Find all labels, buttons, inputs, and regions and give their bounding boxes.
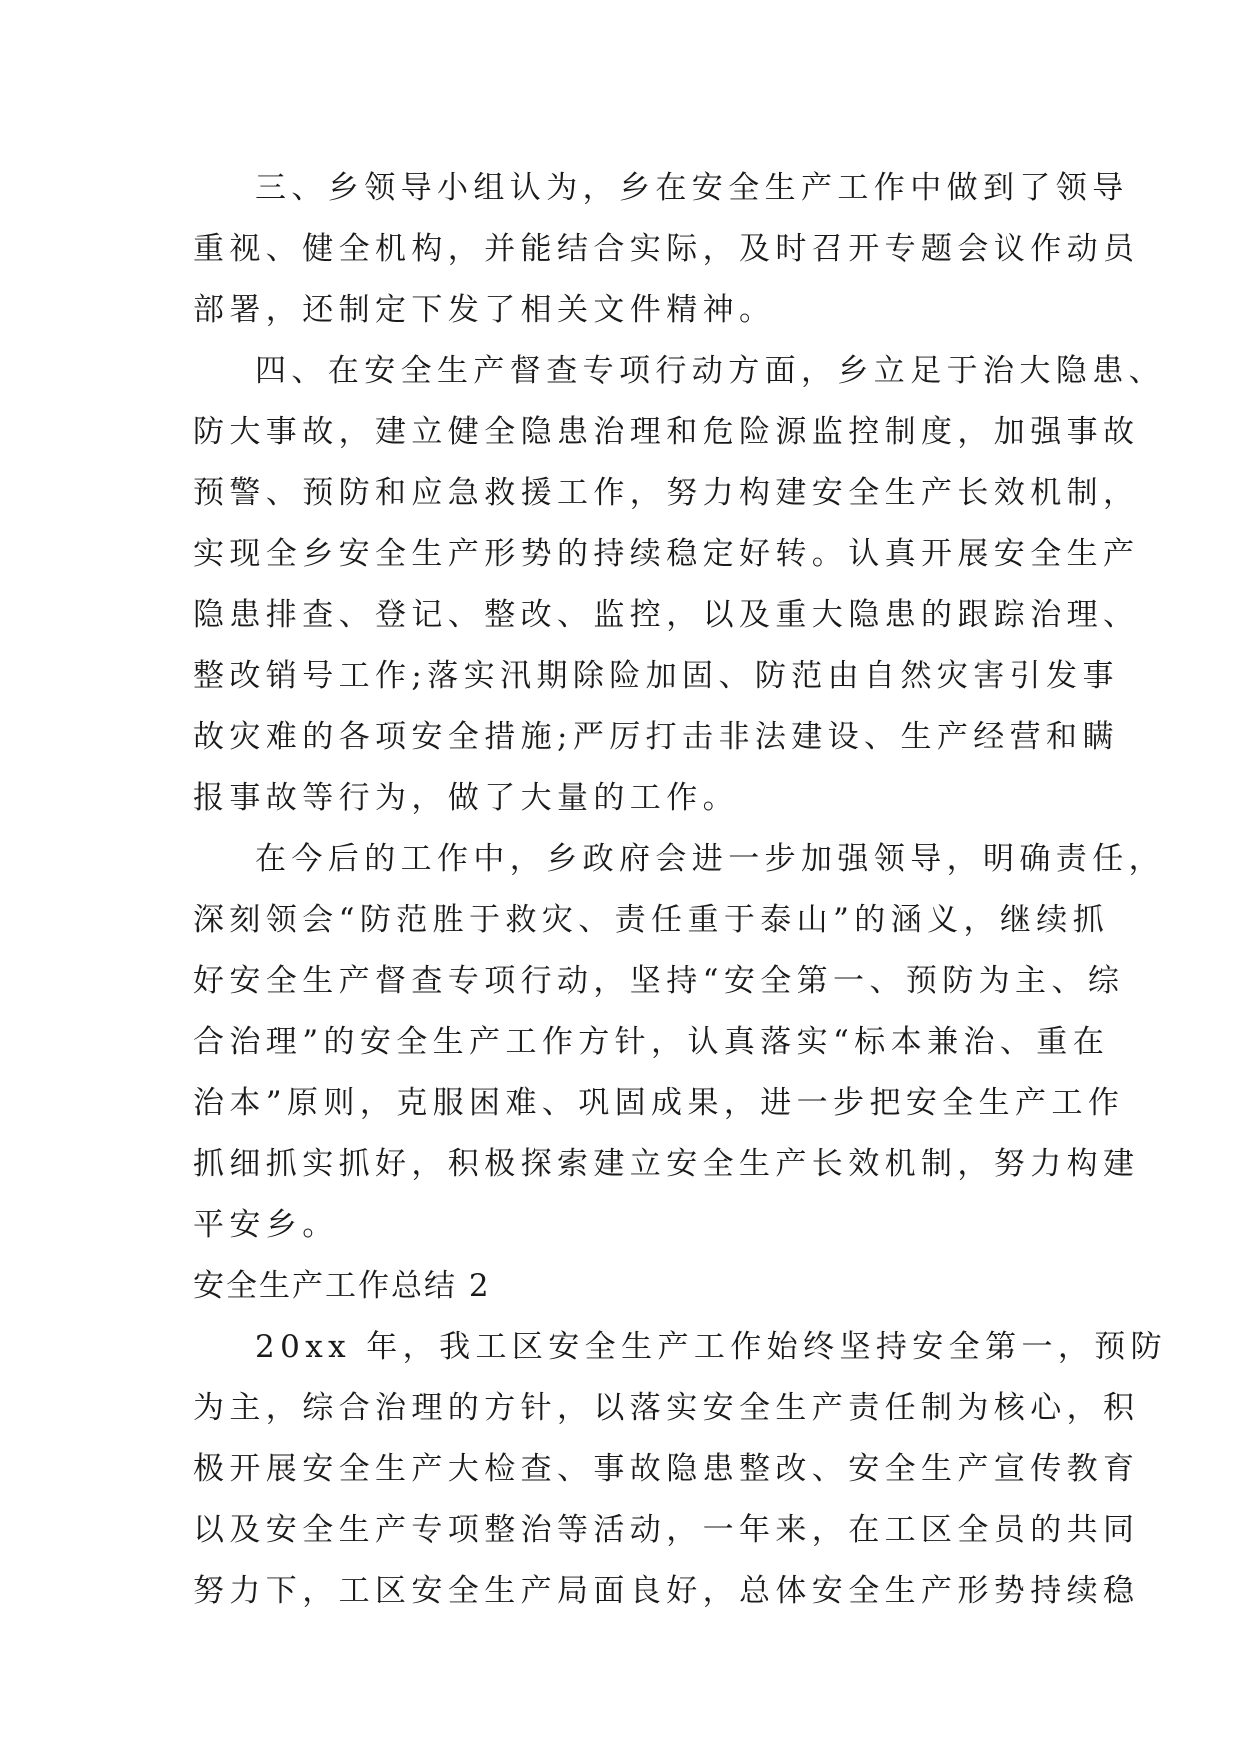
text-line: 以及安全生产专项整治等活动，一年来，在工区全员的共同 [193,1512,1140,1548]
text-line: 故灾难的各项安全措施;严厉打击非法建设、生产经营和瞒 [193,719,1119,755]
text-line: 部署，还制定下发了相关文件精神。 [193,292,776,328]
text-line: 平安乡。 [193,1207,339,1243]
text-line: 预警、预防和应急救援工作，努力构建安全生产长效机制， [193,475,1140,511]
text-line: 20xx 年，我工区安全生产工作始终坚持安全第一，预防 [255,1329,1168,1365]
text-line: 合治理”的安全生产工作方针，认真落实“标本兼治、重在 [193,1024,1110,1060]
text-line: 实现全乡安全生产形势的持续稳定好转。认真开展安全生产 [193,536,1140,572]
text-line: 极开展安全生产大检查、事故隐患整改、安全生产宣传教育 [193,1451,1140,1487]
text-line: 在今后的工作中，乡政府会进一步加强领导，明确责任， [255,841,1165,877]
text-line: 报事故等行为，做了大量的工作。 [193,780,739,816]
section-heading: 安全生产工作总结 2 [193,1268,491,1304]
text-line: 隐患排查、登记、整改、监控，以及重大隐患的跟踪治理、 [193,597,1140,633]
text-line: 防大事故，建立健全隐患治理和危险源监控制度，加强事故 [193,414,1140,450]
text-line: 四、在安全生产督查专项行动方面，乡立足于治大隐患、 [255,353,1165,389]
text-line: 好安全生产督查专项行动，坚持“安全第一、预防为主、综 [193,963,1125,999]
text-line: 重视、健全机构，并能结合实际，及时召开专题会议作动员 [193,231,1140,267]
text-line: 深刻领会“防范胜于救灾、责任重于泰山”的涵义，继续抓 [193,902,1110,938]
text-line: 为主，综合治理的方针，以落实安全生产责任制为核心，积 [193,1390,1140,1426]
text-line: 抓细抓实抓好，积极探索建立安全生产长效机制，努力构建 [193,1146,1140,1182]
document-body [193,158,1168,1622]
text-line: 治本”原则，克服困难、巩固成果，进一步把安全生产工作 [193,1085,1125,1121]
text-line: 整改销号工作;落实汛期除险加固、防范由自然灾害引发事 [193,658,1119,694]
text-line: 努力下，工区安全生产局面良好，总体安全生产形势持续稳 [193,1573,1140,1609]
text-line: 三、乡领导小组认为，乡在安全生产工作中做到了领导 [255,170,1129,206]
